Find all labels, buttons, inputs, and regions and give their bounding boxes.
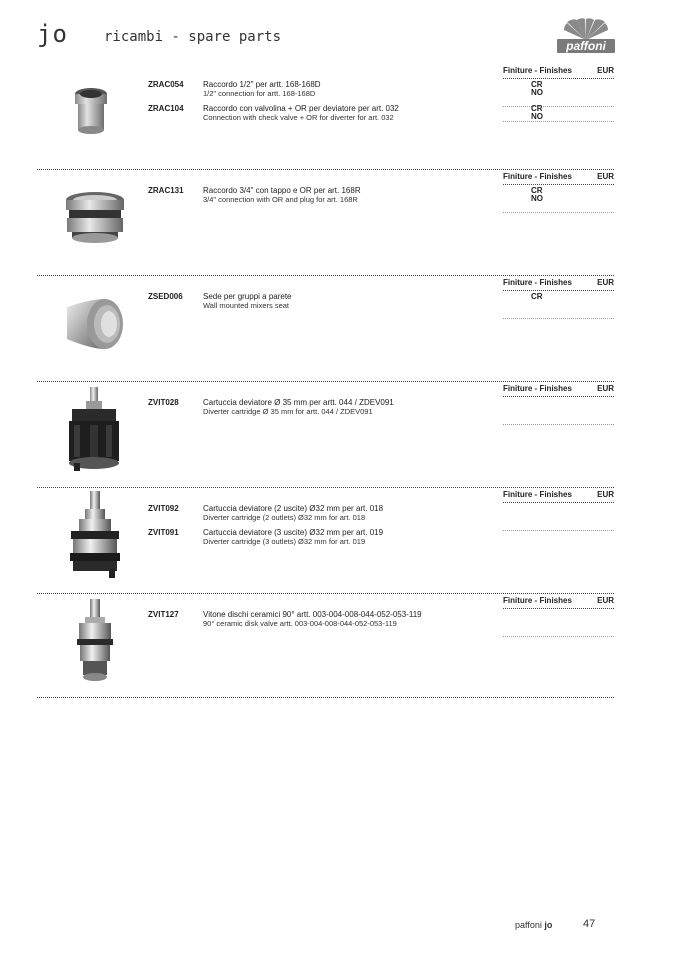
item-code: ZSED006 [148, 292, 183, 301]
page-number: 47 [583, 918, 596, 930]
item-finishes [531, 187, 543, 203]
section-zvit092 [37, 490, 614, 590]
page-title: ricambi - spare parts [104, 29, 282, 45]
finish-code: NO [531, 112, 543, 121]
item-desc-it: Sede per gruppi a parete [203, 292, 292, 301]
diverter-cartridge-outlets-image [67, 491, 123, 579]
logo-fan-icon [563, 18, 609, 40]
item-desc-it: Vitone dischi ceramici 90° artt. 003-004-008-044-052-053-119 [203, 610, 422, 619]
finishes-label: Finiture - Finishes [503, 172, 572, 181]
connector-plug-image [64, 190, 126, 245]
item-desc-en: Diverter cartridge (3 outlets) Ø32 mm for art. 019 [203, 537, 366, 546]
finishes-label: Finiture - Finishes [503, 596, 572, 605]
item-code: ZRAC131 [148, 186, 184, 195]
item-code: ZVIT127 [148, 610, 179, 619]
item-desc-en: Diverter cartridge (2 outlets) Ø32 mm for art. 018 [203, 513, 366, 522]
section-zvit028 [37, 384, 614, 484]
item-desc-en: Connection with check valve + OR for diverter for art. 032 [203, 113, 394, 122]
logo-text: paffoni [557, 39, 615, 53]
finishes-header [503, 384, 614, 397]
finishes-label: Finiture - Finishes [503, 66, 572, 75]
item-finishes [531, 105, 543, 121]
price-label: EUR [597, 596, 614, 605]
item-code: ZRAC054 [148, 80, 184, 89]
section-zvit127 [37, 596, 614, 696]
finish-code: CR [531, 80, 543, 89]
item-code: ZVIT092 [148, 504, 179, 513]
footer-brand-name: paffoni [515, 920, 542, 930]
price-label: EUR [597, 66, 614, 75]
item-finishes [531, 81, 543, 97]
section-zsed006 [37, 278, 614, 378]
section-zrac054 [37, 66, 614, 166]
item-desc-it: Cartuccia deviatore Ø 35 mm per artt. 044 / ZDEV091 [203, 398, 394, 407]
item-desc-it: Cartuccia deviatore (2 uscite) Ø32 mm per art. 018 [203, 504, 384, 513]
item-desc-en: 1/2" connection for artt. 168-168D [203, 89, 316, 98]
item-code: ZVIT028 [148, 398, 179, 407]
finishes-label: Finiture - Finishes [503, 384, 572, 393]
footer-series: jo [544, 920, 553, 930]
price-label: EUR [597, 172, 614, 181]
item-desc-en: Diverter cartridge Ø 35 mm for artt. 044 / ZDEV091 [203, 407, 373, 416]
item-desc-it: Cartuccia deviatore (3 uscite) Ø32 mm per art. 019 [203, 528, 384, 537]
item-desc-it: Raccordo 1/2" per artt. 168-168D [203, 80, 321, 89]
series-title: jo [37, 20, 68, 48]
item-finishes [531, 293, 543, 301]
item-desc-en: 3/4" connection with OR and plug for art. 168R [203, 195, 358, 204]
ceramic-disk-valve-image [75, 599, 115, 685]
connector-image [71, 84, 111, 136]
finish-code: CR [531, 104, 543, 113]
item-code: ZVIT091 [148, 528, 179, 537]
section-zrac131 [37, 172, 614, 272]
finish-code: CR [531, 186, 543, 195]
finishes-label: Finiture - Finishes [503, 490, 572, 499]
finishes-header [503, 66, 614, 79]
finishes-label: Finiture - Finishes [503, 278, 572, 287]
item-desc-it: Raccordo 3/4" con tappo e OR per art. 168R [203, 186, 361, 195]
item-code: ZRAC104 [148, 104, 184, 113]
finish-code: NO [531, 194, 543, 203]
price-label: EUR [597, 384, 614, 393]
price-label: EUR [597, 490, 614, 499]
item-desc-en: 90° ceramic disk valve artt. 003-004-008-044-052-053-119 [203, 619, 397, 628]
brand-logo [557, 18, 615, 54]
finishes-header [503, 490, 614, 503]
finishes-header [503, 596, 614, 609]
diverter-cartridge-image [66, 387, 122, 473]
finishes-header [503, 172, 614, 185]
finish-code: CR [531, 292, 543, 301]
finish-code: NO [531, 88, 543, 97]
price-label: EUR [597, 278, 614, 287]
wall-seat-image [61, 293, 127, 353]
footer-brand [515, 920, 552, 930]
item-desc-it: Raccordo con valvolina + OR per deviatore per art. 032 [203, 104, 399, 113]
finishes-header [503, 278, 614, 291]
item-desc-en: Wall mounted mixers seat [203, 301, 290, 310]
